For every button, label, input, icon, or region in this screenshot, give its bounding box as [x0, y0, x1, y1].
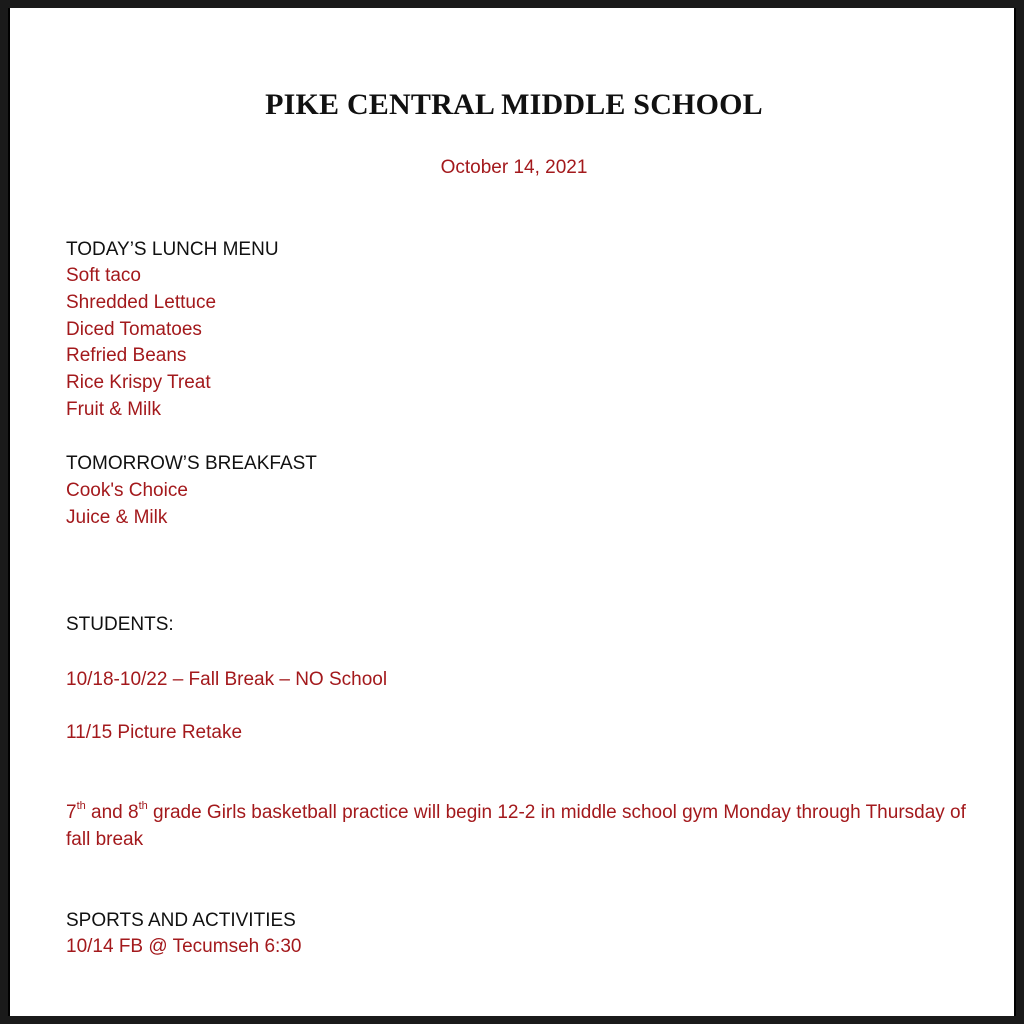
fall-break-notice: 10/18-10/22 – Fall Break – NO School: [66, 669, 388, 690]
lunch-menu-list: [66, 263, 216, 424]
list-item: 10/14 FB @ Tecumseh 6:30: [66, 936, 302, 957]
breakfast-list: [66, 478, 188, 532]
list-item: Cook's Choice: [66, 480, 188, 501]
list-item: Soft taco: [66, 265, 141, 286]
announcement-date: October 14, 2021: [440, 157, 588, 178]
list-item: Diced Tomatoes: [66, 318, 202, 340]
grade-eight: and 8: [85, 802, 139, 823]
picture-retake-notice: 11/15 Picture Retake: [66, 722, 243, 743]
students-heading: STUDENTS:: [66, 614, 174, 635]
lunch-menu-heading: TODAY’S LUNCH MENU: [66, 239, 279, 260]
grade-seven: 7: [66, 802, 77, 823]
list-item: Rice Krispy Treat: [66, 372, 211, 394]
ordinal-suffix: th: [76, 799, 86, 812]
list-item: Refried Beans: [66, 345, 187, 367]
basketball-text: grade Girls basketball practice will begin 12-2 in middle school gym Monday through Thursday of fall break: [66, 802, 966, 850]
list-item: Shredded Lettuce: [66, 291, 217, 313]
list-item: Juice & Milk: [66, 506, 168, 528]
list-item: Fruit & Milk: [66, 398, 161, 420]
breakfast-heading: TOMORROW’S BREAKFAST: [66, 453, 317, 474]
school-title: PIKE CENTRAL MIDDLE SCHOOL: [265, 88, 763, 121]
basketball-notice: [66, 799, 986, 853]
ordinal-suffix: th: [138, 799, 148, 812]
sports-heading: SPORTS AND ACTIVITIES: [66, 910, 296, 931]
sports-list: [66, 934, 301, 961]
announcement-page: [8, 8, 1016, 1016]
